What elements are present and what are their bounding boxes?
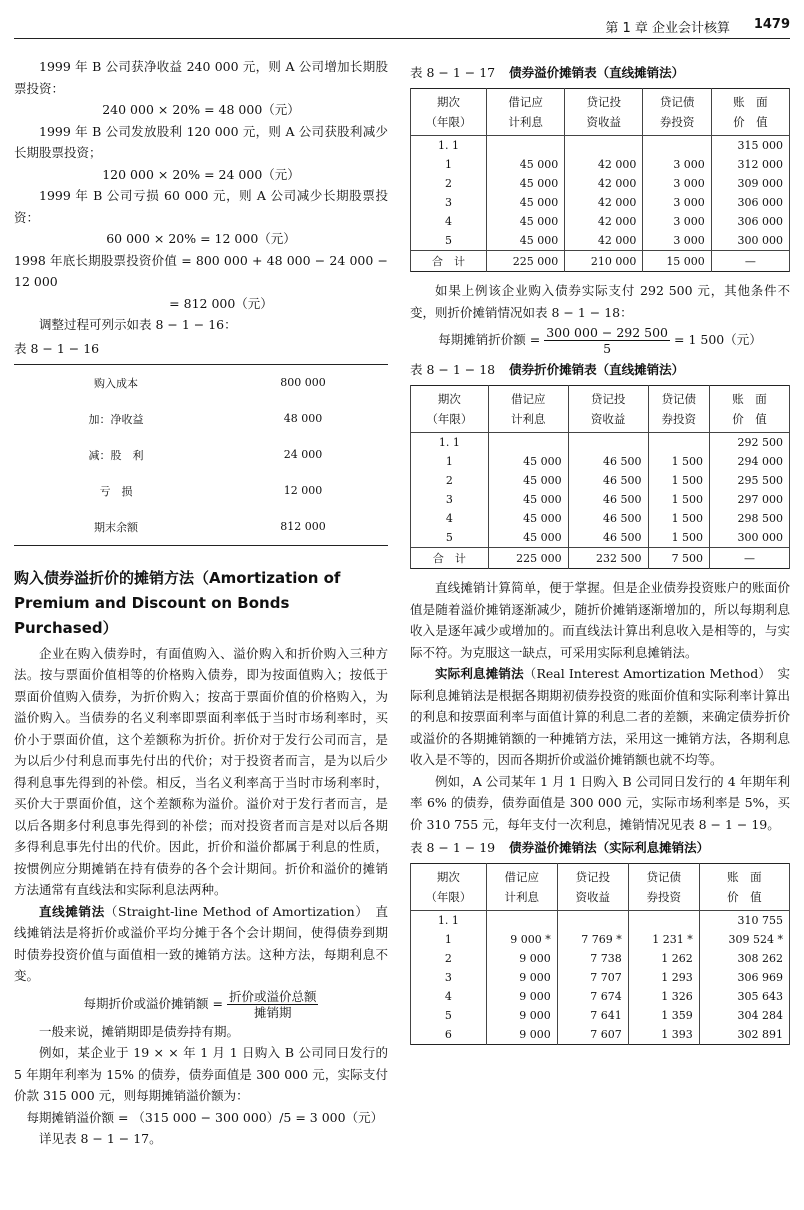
table-header-cell bbox=[628, 864, 699, 911]
table-cell: 4 bbox=[411, 987, 487, 1006]
table-cell: 9 000 bbox=[486, 1006, 557, 1025]
table-cell: 1 500 bbox=[648, 528, 710, 548]
table-cell: 225 000 bbox=[487, 251, 565, 272]
header-line: 计利息 bbox=[508, 115, 543, 129]
term: 实际利息摊销法 bbox=[435, 666, 524, 681]
table-cell: 2 bbox=[411, 949, 487, 968]
table-header-row bbox=[411, 89, 790, 136]
table-cell: 7 641 bbox=[557, 1006, 628, 1025]
table-caption bbox=[410, 359, 790, 381]
numerator: 折价或溢价总额 bbox=[228, 988, 317, 1004]
header-line: 借记应 bbox=[504, 870, 540, 884]
table-row bbox=[411, 471, 790, 490]
header-line: 贷记投 bbox=[575, 870, 610, 884]
table-cell: 1 326 bbox=[628, 987, 699, 1006]
table-row bbox=[411, 490, 790, 509]
table-header-cell bbox=[699, 864, 789, 911]
table-row bbox=[14, 473, 388, 509]
paragraph: 企业在购入债券时，有面值购入、溢价购入和折价购入三种方法。按与票面价值相等的价格购入债券，即为按面值购入；按低于票面价值购入债券，为折价购入；按高于票面价值的价格购入，为溢价购入。当债券的名义利率即票面利率低于当时市场利率时，买价小于票面价值，这个差额称为折价。折价对于发行公司而言，是为以后少付利息而事先付出的代价；对于投资者而言，是为以后少得利息事先得到的补偿。相反，当名义利率高于当时市场利率时，买价大于票面价值，这个差额称为溢价。溢价对于发行者而言，是以后各期多付利息事先得到的补偿；而对投资者而言是对以后各期多得利息事先付出的代价。因此，折价和溢价都属于利息的性质，按惯例应分期摊销在持有债券的各个会计期间。折价和溢价的摊销方法通常有直线法和实际利息法两种。 bbox=[14, 645, 388, 897]
table-cell: 7 674 bbox=[557, 987, 628, 1006]
table-cell: 225 000 bbox=[488, 548, 568, 569]
table-cell: 309 524 * bbox=[699, 930, 789, 949]
header-line: 券投资 bbox=[646, 890, 681, 904]
header-line: 价 值 bbox=[733, 115, 768, 129]
table-cell: 3 bbox=[411, 968, 487, 987]
table-caption bbox=[410, 837, 790, 859]
table-cell: 9 000 * bbox=[486, 930, 557, 949]
table-total-row bbox=[411, 251, 790, 272]
equation-fraction bbox=[410, 323, 790, 357]
paragraph: 详见表 8 − 1 − 17。 bbox=[39, 1131, 162, 1146]
table-row bbox=[411, 528, 790, 548]
header-line: 账 面 bbox=[732, 392, 767, 406]
table-cell: 45 000 bbox=[488, 509, 568, 528]
paragraph: 1999 年 B 公司获净收益 240 000 元，则 A 公司增加长期股票投资： bbox=[14, 59, 388, 96]
equation-lhs: 每期摊销折价额 = bbox=[438, 332, 541, 347]
table-cell: 1. 1 bbox=[411, 911, 487, 931]
table-row bbox=[14, 364, 388, 401]
table-cell: 1 231 * bbox=[628, 930, 699, 949]
table-cell: 308 262 bbox=[699, 949, 789, 968]
table-cell: 310 755 bbox=[699, 911, 789, 931]
equation-fraction bbox=[14, 987, 388, 1021]
table-cell: 1. 1 bbox=[411, 433, 489, 453]
table-cell: 3 000 bbox=[643, 174, 711, 193]
term: 直线摊销法 bbox=[39, 903, 105, 919]
equation: = 812 000（元） bbox=[169, 295, 273, 311]
table-cell: 309 000 bbox=[711, 174, 789, 193]
table-cell: 300 000 bbox=[710, 528, 790, 548]
table-cell: 9 000 bbox=[486, 1025, 557, 1045]
table-cell: 306 000 bbox=[711, 193, 789, 212]
table-header-cell bbox=[643, 89, 711, 136]
table-cell: 45 000 bbox=[487, 231, 565, 251]
header-line: 资收益 bbox=[586, 115, 622, 129]
equation-lhs: 每期折价或溢价摊销额 = bbox=[83, 995, 223, 1011]
header-line: 贷记投 bbox=[586, 95, 622, 109]
table-row bbox=[411, 987, 790, 1006]
table-cell: 1 500 bbox=[648, 509, 710, 528]
table-title: 债券溢价摊销表（直线摊销法） bbox=[509, 65, 685, 80]
table-row bbox=[411, 174, 790, 193]
table-header-cell bbox=[710, 386, 790, 433]
table-label: 表 8 − 1 − 16 bbox=[14, 340, 100, 356]
table-row bbox=[411, 193, 790, 212]
table-header-cell bbox=[487, 89, 565, 136]
header-line: 券投资 bbox=[659, 115, 695, 129]
header-line: 计利息 bbox=[510, 412, 546, 426]
equation: 60 000 × 20% = 12 000（元） bbox=[106, 231, 296, 246]
table-cell: 1 bbox=[411, 452, 489, 471]
table-row bbox=[411, 212, 790, 231]
numerator: 300 000 − 292 500 bbox=[546, 325, 669, 340]
term-text: （Real Interest Amortization Method） 实际利息摊销法是根据各期期初债券投资的账面价值和实际利率计算出的利息和按票面利率与面值计算的利息二者的差额，来确定债券折价或溢价的各期摊销额的一种摊销方法，采用这一摊销方法，各期利息收入是不等的，因而各期折价或溢价摊销额也就不均等。 bbox=[410, 666, 791, 767]
table-cell: 15 000 bbox=[643, 251, 711, 272]
table-header-cell bbox=[486, 864, 557, 911]
table-cell: 合 计 bbox=[411, 251, 487, 272]
table-label: 表 8 − 1 − 18 bbox=[410, 362, 496, 377]
table-cell: 9 000 bbox=[486, 968, 557, 987]
table-cell: 2 bbox=[411, 174, 487, 193]
header-line: 账 面 bbox=[727, 870, 762, 884]
header-line: 贷记债 bbox=[646, 870, 681, 884]
table-cell: 45 000 bbox=[488, 490, 568, 509]
table-cell-label: 减：股 利 bbox=[88, 448, 144, 462]
table-header-cell bbox=[488, 386, 568, 433]
right-column bbox=[410, 60, 790, 1053]
table-cell: 295 500 bbox=[710, 471, 790, 490]
table-cell: 300 000 bbox=[711, 231, 789, 251]
table-title: 债券溢价摊销法（实际利息摊销法） bbox=[509, 840, 710, 855]
table-cell: 46 500 bbox=[568, 471, 648, 490]
table-cell: 合 计 bbox=[411, 548, 489, 569]
header-line: 价 值 bbox=[727, 890, 762, 904]
table-cell: 42 000 bbox=[565, 212, 643, 231]
table-cell: 312 000 bbox=[711, 155, 789, 174]
table-cell: 2 bbox=[411, 471, 489, 490]
table-row bbox=[411, 136, 790, 156]
table-cell: 7 769 * bbox=[557, 930, 628, 949]
header-line: 账 面 bbox=[733, 95, 768, 109]
table-cell: 1 500 bbox=[648, 471, 710, 490]
table-cell: 306 000 bbox=[711, 212, 789, 231]
page-number: 1479 bbox=[753, 17, 790, 32]
table-label: 表 8 − 1 − 17 bbox=[410, 65, 496, 80]
equation: 240 000 × 20% = 48 000（元） bbox=[102, 102, 300, 117]
fraction bbox=[227, 989, 319, 1020]
table-cell: 45 000 bbox=[488, 452, 568, 471]
table-caption bbox=[410, 62, 790, 84]
table-cell: 3 000 bbox=[643, 193, 711, 212]
table-row bbox=[14, 509, 388, 546]
table-row bbox=[411, 1006, 790, 1025]
table-cell bbox=[643, 136, 711, 156]
table-cell bbox=[628, 911, 699, 931]
table-cell: 7 707 bbox=[557, 968, 628, 987]
table-cell: 46 500 bbox=[568, 509, 648, 528]
table-cell: 1 bbox=[411, 930, 487, 949]
table-cell bbox=[486, 911, 557, 931]
paragraph: 1999 年 B 公司发放股利 120 000 元，则 A 公司获股利减少长期股票投资； bbox=[14, 123, 388, 160]
table-header-cell bbox=[648, 386, 710, 433]
table-cell-label: 期末余额 bbox=[94, 520, 138, 534]
table-cell: 294 000 bbox=[710, 452, 790, 471]
header-line: 借记应 bbox=[510, 392, 546, 406]
table-cell bbox=[648, 433, 710, 453]
table-cell bbox=[557, 911, 628, 931]
table-8-1-16 bbox=[14, 364, 388, 546]
header-line: （年限） bbox=[425, 890, 472, 904]
table-cell: 304 284 bbox=[699, 1006, 789, 1025]
table-cell: 1. 1 bbox=[411, 136, 487, 156]
table-cell: 5 bbox=[411, 231, 487, 251]
table-cell-label: 加：净收益 bbox=[88, 412, 144, 426]
table-cell: 306 969 bbox=[699, 968, 789, 987]
table-cell: 9 000 bbox=[486, 949, 557, 968]
paragraph: 例如，A 公司某年 1 月 1 日购入 B 公司同日发行的 4 年期年利率 6% 的债券，债券面值是 300 000 元，实际市场利率是 5%，买价 310 755 元，每年支付一次利息，摊销情况见表 8 − 1 − 19。 bbox=[410, 773, 790, 832]
table-cell: 7 607 bbox=[557, 1025, 628, 1045]
table-cell: 1 393 bbox=[628, 1025, 699, 1045]
table-8-1-18 bbox=[410, 385, 790, 569]
paragraph: 调整过程可列示如表 8 − 1 − 16： bbox=[39, 317, 237, 332]
table-cell: 45 000 bbox=[487, 174, 565, 193]
table-cell: 232 500 bbox=[568, 548, 648, 569]
table-title: 债券折价摊销表（直线摊销法） bbox=[509, 362, 685, 377]
table-cell-value: 48 000 bbox=[283, 412, 323, 425]
table-cell: — bbox=[710, 548, 790, 569]
table-header-cell bbox=[411, 864, 487, 911]
paragraph bbox=[410, 663, 790, 771]
table-cell bbox=[487, 136, 565, 156]
header-line: 期次 bbox=[436, 870, 460, 884]
table-cell bbox=[565, 136, 643, 156]
table-cell-value: 812 000 bbox=[280, 520, 326, 533]
table-header-cell bbox=[411, 89, 487, 136]
table-cell: — bbox=[711, 251, 789, 272]
equation: 每期摊销溢价额 = （315 000 − 300 000）/5 = 3 000（元） bbox=[26, 1109, 384, 1125]
table-row bbox=[411, 930, 790, 949]
table-cell: 298 500 bbox=[710, 509, 790, 528]
table-cell: 4 bbox=[411, 509, 489, 528]
table-cell: 3 000 bbox=[643, 231, 711, 251]
term-text: （Straight-line Method of Amortization） 直线摊销法是将折价或溢价平均分摊于各个会计期间，使得债券到期时债券投资价值与面值相一致的摊销方法。这种方法，每期利息不变。 bbox=[14, 903, 388, 983]
table-label: 表 8 − 1 − 19 bbox=[410, 840, 496, 855]
table-cell: 1 293 bbox=[628, 968, 699, 987]
table-cell: 6 bbox=[411, 1025, 487, 1045]
table-cell: 297 000 bbox=[710, 490, 790, 509]
table-row bbox=[14, 437, 388, 473]
table-row bbox=[14, 401, 388, 437]
table-row bbox=[411, 1025, 790, 1045]
header-line: 价 值 bbox=[732, 412, 767, 426]
equation-rhs: = 1 500（元） bbox=[674, 332, 762, 347]
header-line: 贷记债 bbox=[661, 392, 697, 406]
table-cell: 1 262 bbox=[628, 949, 699, 968]
table-cell: 1 bbox=[411, 155, 487, 174]
table-cell-label: 亏 损 bbox=[99, 484, 133, 498]
table-row bbox=[411, 231, 790, 251]
equation: 120 000 × 20% = 24 000（元） bbox=[102, 166, 300, 182]
table-cell: 5 bbox=[411, 1006, 487, 1025]
table-total-row bbox=[411, 548, 790, 569]
table-cell: 7 738 bbox=[557, 949, 628, 968]
table-cell: 3 bbox=[411, 193, 487, 212]
table-cell-value: 12 000 bbox=[283, 484, 323, 497]
table-cell: 42 000 bbox=[565, 193, 643, 212]
section-title: 购入债券溢折价的摊销方法（Amortization of Premium and Discount on Bonds Purchased） bbox=[14, 568, 341, 637]
header-line: （年限） bbox=[425, 115, 472, 129]
table-cell: 45 000 bbox=[487, 155, 565, 174]
table-header-cell bbox=[411, 386, 489, 433]
table-cell: 46 500 bbox=[568, 452, 648, 471]
table-cell: 46 500 bbox=[568, 528, 648, 548]
table-cell bbox=[488, 433, 568, 453]
denominator: 摊销期 bbox=[253, 1004, 292, 1020]
paragraph bbox=[14, 901, 388, 987]
header-line: 计利息 bbox=[504, 890, 540, 904]
table-8-1-17 bbox=[410, 88, 790, 272]
header-line: 券投资 bbox=[661, 412, 697, 426]
paragraph: 例如，某企业于 19 × × 年 1 月 1 日购入 B 公司同日发行的 5 年期年利率为 15% 的债券，债券面值是 300 000 元，实际支付价款 315 000 元，则每期摊销溢价额为： bbox=[14, 1045, 388, 1103]
left-column bbox=[14, 56, 388, 1150]
table-cell: 305 643 bbox=[699, 987, 789, 1006]
table-header-row bbox=[411, 864, 790, 911]
table-cell: 3 000 bbox=[643, 212, 711, 231]
table-cell: 46 500 bbox=[568, 490, 648, 509]
header-line: 资收益 bbox=[590, 412, 626, 426]
table-cell: 45 000 bbox=[488, 528, 568, 548]
header-line: 借记应 bbox=[508, 95, 543, 109]
table-cell bbox=[568, 433, 648, 453]
table-cell: 292 500 bbox=[710, 433, 790, 453]
table-cell: 210 000 bbox=[565, 251, 643, 272]
header-line: 贷记债 bbox=[659, 95, 695, 109]
table-cell: 45 000 bbox=[487, 193, 565, 212]
paragraph: 一般来说，摊销期即是债券持有期。 bbox=[39, 1023, 240, 1039]
header-line: 期次 bbox=[437, 95, 461, 109]
table-cell: 45 000 bbox=[488, 471, 568, 490]
table-8-1-19 bbox=[410, 863, 790, 1045]
table-header-row bbox=[411, 386, 790, 433]
table-row bbox=[411, 968, 790, 987]
table-row bbox=[411, 452, 790, 471]
table-cell: 4 bbox=[411, 212, 487, 231]
table-cell: 1 500 bbox=[648, 490, 710, 509]
header-line: 资收益 bbox=[575, 890, 610, 904]
table-cell: 7 500 bbox=[648, 548, 710, 569]
table-header-cell bbox=[568, 386, 648, 433]
paragraph: 直线摊销计算简单，便于掌握。但是企业债券投资账户的账面价值是随着溢价摊销逐渐减少，随折价摊销逐渐增加的，所以每期利息收入是逐年减少或增加的。而直线法计算出利息收入是相等的，与实际不符。为克服这一缺点，可采用实际利息摊销法。 bbox=[410, 580, 790, 660]
table-header-cell bbox=[711, 89, 789, 136]
table-cell: 3 bbox=[411, 490, 489, 509]
table-cell-value: 800 000 bbox=[280, 376, 326, 389]
table-row bbox=[411, 911, 790, 931]
table-row bbox=[411, 155, 790, 174]
table-cell: 1 500 bbox=[648, 452, 710, 471]
table-cell: 5 bbox=[411, 528, 489, 548]
table-header-cell bbox=[557, 864, 628, 911]
table-cell: 315 000 bbox=[711, 136, 789, 156]
table-row bbox=[411, 949, 790, 968]
table-cell: 42 000 bbox=[565, 174, 643, 193]
table-cell: 3 000 bbox=[643, 155, 711, 174]
table-row bbox=[411, 509, 790, 528]
table-cell-value: 24 000 bbox=[283, 448, 323, 461]
table-cell-label: 购入成本 bbox=[94, 376, 138, 390]
header-line: 期次 bbox=[437, 392, 461, 406]
page-header bbox=[14, 14, 790, 39]
table-cell: 9 000 bbox=[486, 987, 557, 1006]
paragraph: 1999 年 B 公司亏损 60 000 元，则 A 公司减少长期股票投资： bbox=[14, 188, 388, 225]
table-cell: 1 359 bbox=[628, 1006, 699, 1025]
table-cell: 302 891 bbox=[699, 1025, 789, 1045]
fraction bbox=[544, 325, 670, 356]
header-line: 贷记投 bbox=[590, 392, 626, 406]
header-line: （年限） bbox=[426, 412, 473, 426]
table-row bbox=[411, 433, 790, 453]
chapter-title: 第 1 章 企业会计核算 bbox=[605, 21, 730, 36]
table-cell: 42 000 bbox=[565, 231, 643, 251]
table-cell: 45 000 bbox=[487, 212, 565, 231]
table-cell: 42 000 bbox=[565, 155, 643, 174]
table-header-cell bbox=[565, 89, 643, 136]
equation: 1998 年底长期股票投资价值 = 800 000 + 48 000 − 24 000 − 12 000 bbox=[14, 252, 388, 289]
paragraph: 如果上例该企业购入债券实际支付 292 500 元，其他条件不变，则折价摊销情况如表 8 − 1 − 18： bbox=[410, 283, 790, 320]
denominator: 5 bbox=[603, 341, 612, 356]
